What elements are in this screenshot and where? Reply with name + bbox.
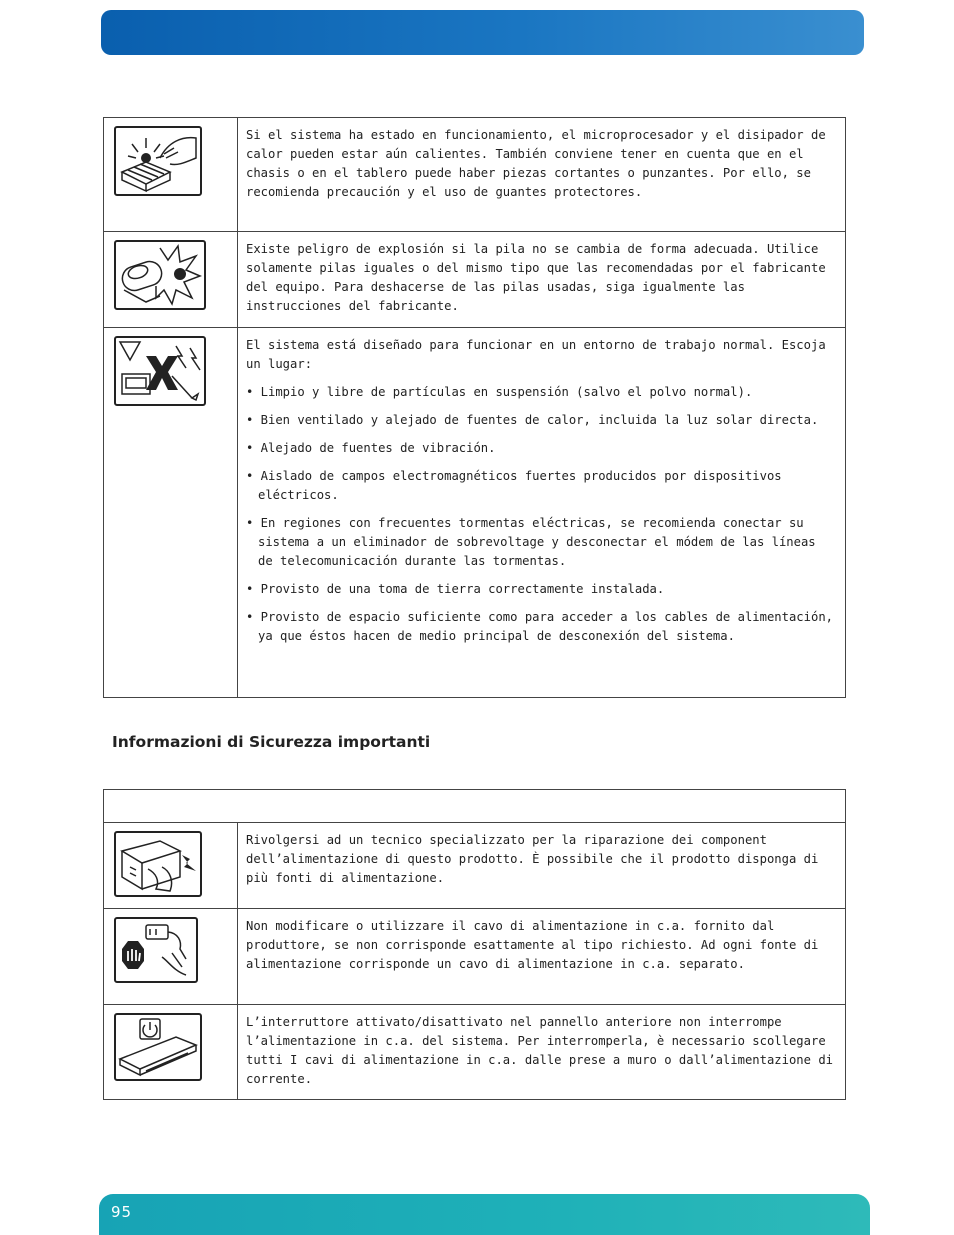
warning-text: Non modificare o utilizzare il cavo di alimentazione in c.a. fornito dal produttore, se non corrisponde esattamente al tipo richiesto. Ad ogni fonte di alimentazione corrisponde un cavo di alimentazione in c.a. separato. — [246, 919, 819, 971]
power-switch-server-icon — [114, 1013, 202, 1081]
top-banner — [101, 10, 864, 55]
spanish-warnings-table — [103, 117, 846, 698]
warning-text: Rivolgersi ad un tecnico specializzato per la riparazione dei component dell’alimentazione di questo prodotto. È possibile che il prodotto disponga di più fonti di alimentazione. — [246, 833, 819, 885]
icon-cell — [104, 118, 238, 232]
warning-row — [104, 328, 846, 698]
warning-row — [104, 1005, 846, 1100]
environment-bullet: • Alejado de fuentes de vibración. — [246, 441, 496, 455]
environment-bullet: • Provisto de una toma de tierra correctamente instalada. — [246, 582, 665, 596]
warning-row — [104, 118, 846, 232]
environment-bullet: • Bien ventilado y alejado de fuentes de calor, incluida la luz solar directa. — [246, 413, 819, 427]
environment-intro: El sistema está diseñado para funcionar en un entorno de trabajo normal. Escoja un lugar: — [246, 338, 826, 371]
power-supply-shock-icon — [114, 831, 202, 897]
hot-heatsink-hand-icon — [114, 126, 202, 196]
icon-cell — [104, 232, 238, 328]
icon-cell — [104, 328, 238, 698]
warning-text-cell — [238, 823, 846, 909]
table-header-row — [104, 790, 846, 823]
bottom-banner — [99, 1194, 870, 1235]
power-cord-stop-hand-icon — [114, 917, 198, 983]
warning-text-cell — [238, 118, 846, 232]
environment-bullet: • En regiones con frecuentes tormentas eléctricas, se recomienda conectar su sistema a un eliminador de sobrevoltage y desconectar el módem de las líneas de telecomunicación durante las tormentas. — [246, 516, 816, 568]
warning-text-cell — [238, 1005, 846, 1100]
environment-bullet: • Limpio y libre de partículas en suspensión (salvo el polvo normal). — [246, 385, 753, 399]
warning-text-cell — [238, 232, 846, 328]
warning-row — [104, 823, 846, 909]
warning-text: Si el sistema ha estado en funcionamiento, el microprocesador y el disipador de calor pueden estar aún calientes. También conviene tener en cuenta que en el chasis o en el tablero puede haber piezas cortantes o punzantes. Por ello, se recomienda precaución y el uso de guantes protectores. — [246, 128, 826, 199]
section-title: Informazioni di Sicurezza importanti — [112, 733, 431, 751]
warning-text-cell — [238, 328, 846, 698]
battery-explosion-icon — [114, 240, 206, 310]
warning-text: L’interruttore attivato/disattivato nel pannello anteriore non interrompe l’alimentazione in c.a. del sistema. Per interromperla, è necessario scollegare tutti I cavi di alimentazione in c.a. dalle prese a muro o dall’alimentazione di corrente. — [246, 1015, 833, 1086]
table-header-cell — [104, 790, 846, 823]
icon-cell — [104, 909, 238, 1005]
environment-bullet: • Aislado de campos electromagnéticos fuertes producidos por dispositivos eléctricos. — [246, 469, 782, 502]
icon-cell — [104, 1005, 238, 1100]
warning-text-cell — [238, 909, 846, 1005]
italian-warnings-table — [103, 789, 846, 1100]
page-number: 95 — [111, 1203, 133, 1221]
warning-text: Existe peligro de explosión si la pila no se cambia de forma adecuada. Utilice solamente pilas iguales o del mismo tipo que las recomendadas por el fabricante del equipo. Para deshacerse de las pilas usadas, siga igualmente las instrucciones del fabricante. — [246, 242, 826, 313]
icon-cell — [104, 823, 238, 909]
environment-hazards-icon — [114, 336, 206, 406]
environment-bullet: • Provisto de espacio suficiente como para acceder a los cables de alimentación, ya que éstos hacen de medio principal de desconexión del sistema. — [246, 610, 833, 643]
warning-row — [104, 232, 846, 328]
warning-row — [104, 909, 846, 1005]
